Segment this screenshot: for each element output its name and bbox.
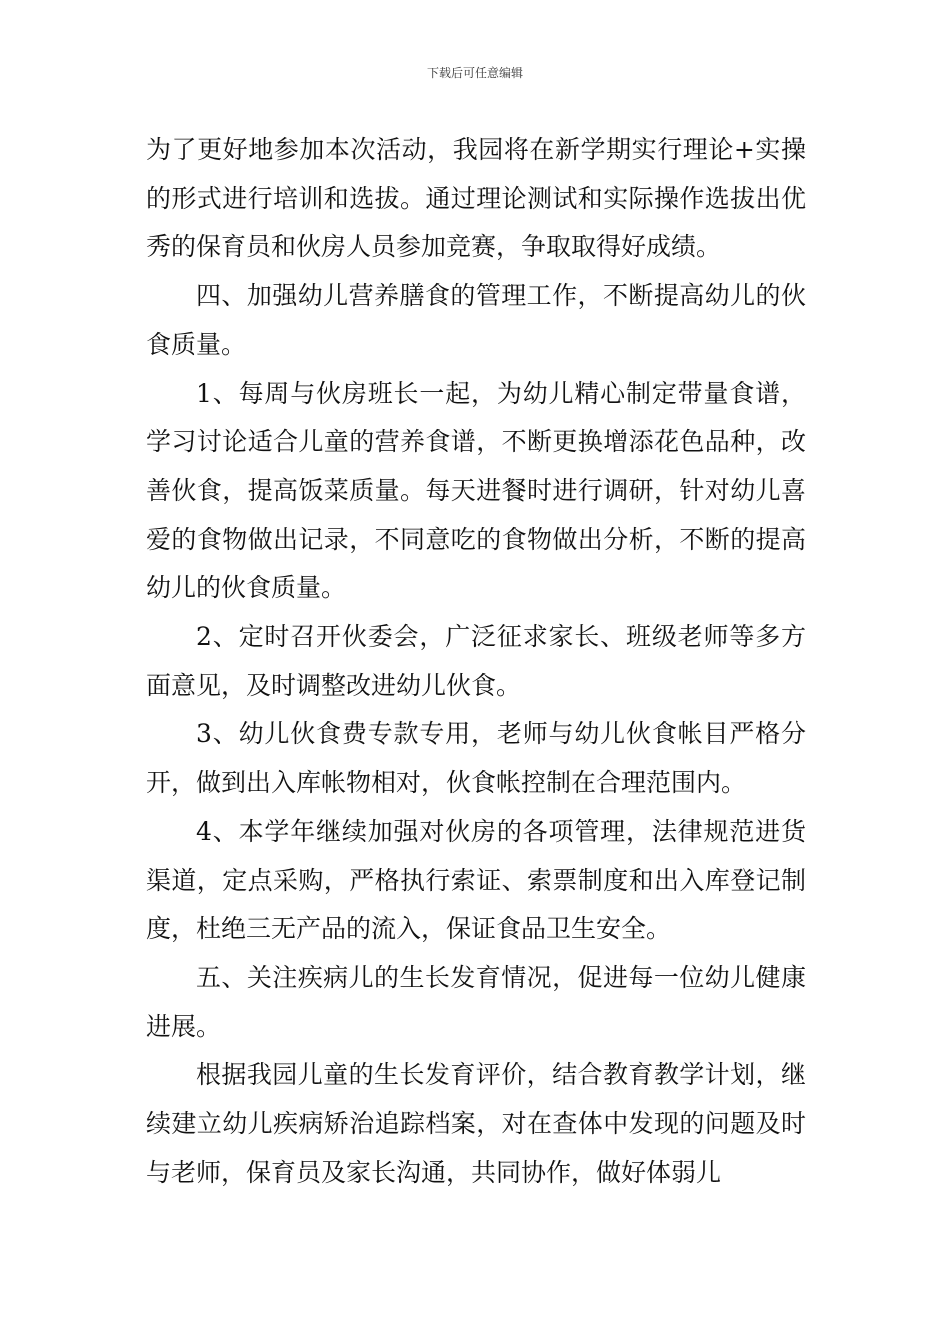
paragraph-item-4: 4、本学年继续加强对伙房的各项管理，法律规范进货渠道，定点采购，严格执行索证、索票制度和出入库登记制度，杜绝三无产品的流入，保证食品卫生安全。 xyxy=(146,816,806,944)
document-body xyxy=(146,126,806,1197)
paragraph-continuation: 为了更好地参加本次活动，我园将在新学期实行理论+实操的形式进行培训和选拔。通过理论测试和实际操作选拔出优秀的保育员和伙房人员参加竞赛，争取取得好成绩。 xyxy=(146,135,806,262)
paragraph-item-2: 2、定时召开伙委会，广泛征求家长、班级老师等多方面意见，及时调整改进幼儿伙食。 xyxy=(146,622,806,700)
page-header: 下载后可任意编辑 xyxy=(426,66,523,80)
paragraph-body: 根据我园儿童的生长发育评价，结合教育教学计划，继续建立幼儿疾病矫治追踪档案，对在查体中发现的问题及时与老师，保育员及家长沟通，共同协作，做好体弱儿 xyxy=(146,1060,806,1187)
paragraph-item-3: 3、幼儿伙食费专款专用，老师与幼儿伙食帐目严格分开，做到出入库帐物相对，伙食帐控制在合理范围内。 xyxy=(146,719,806,798)
paragraph-item-1: 1、每周与伙房班长一起，为幼儿精心制定带量食谱，学习讨论适合儿童的营养食谱，不断更换增添花色品种，改善伙食，提高饭菜质量。每天进餐时进行调研，针对幼儿喜爱的食物做出记录，不同意吃的食物做出分析，不断的提高幼儿的伙食质量。 xyxy=(146,378,806,603)
section-heading-five: 五、关注疾病儿的生长发育情况，促进每一位幼儿健康进展。 xyxy=(146,962,806,1041)
section-heading-four: 四、加强幼儿营养膳食的管理工作，不断提高幼儿的伙食质量。 xyxy=(146,281,806,359)
